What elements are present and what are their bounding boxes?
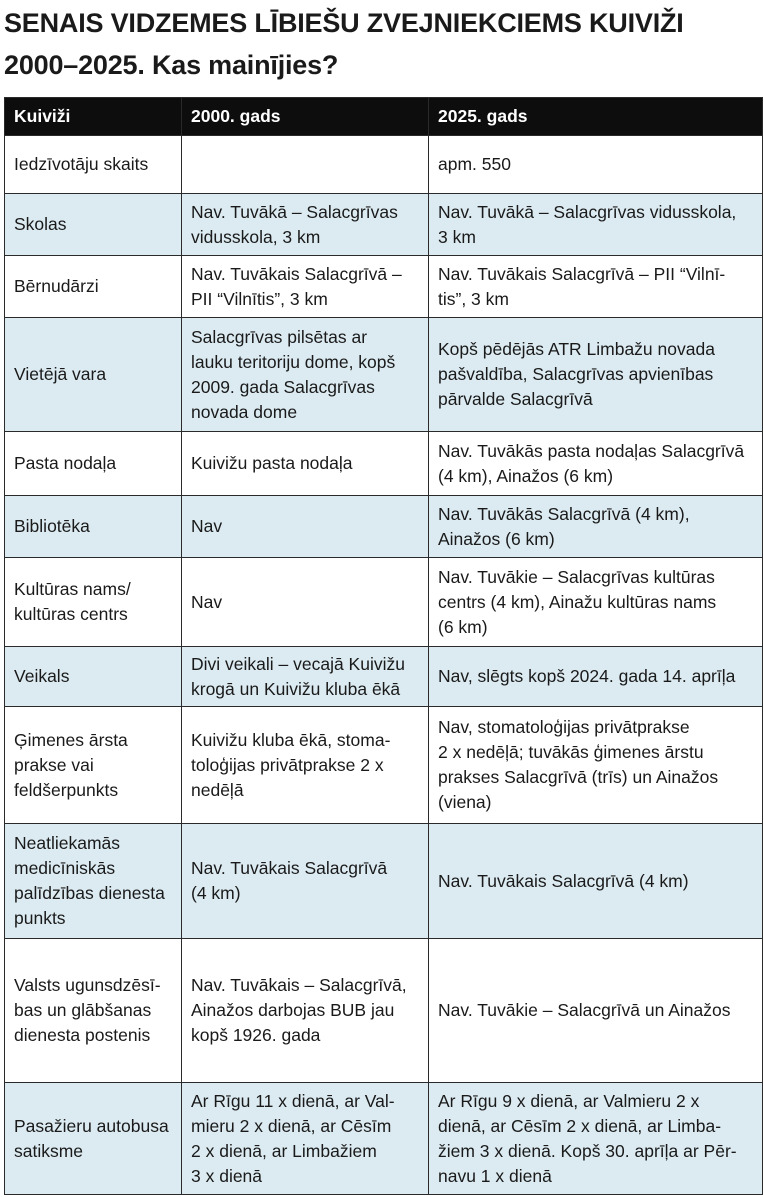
cell-2000: Nav. Tuvākais Salacgrīvā – PII “Vilnītis”, 3 km (182, 256, 429, 318)
comparison-table (4, 97, 763, 1195)
cell-2000: Nav (182, 558, 429, 647)
row-label: Bibliotēka (5, 496, 182, 558)
row-label: Bērnudārzi (5, 256, 182, 318)
table-row (5, 136, 763, 194)
row-label: Pasažieru autobusa satiksme (5, 1083, 182, 1195)
title-line-2: 2000–2025. Kas mainījies? (4, 50, 339, 80)
cell-2000: Ar Rīgu 11 x dienā, ar Val- mieru 2 x dienā, ar Cēsīm 2 x dienā, ar Limbažiem 3 x dienā (182, 1083, 429, 1195)
table-row (5, 256, 763, 318)
row-label: Pasta nodaļa (5, 432, 182, 496)
cell-2025: Nav. Tuvākie – Salacgrīvā un Ainažos (429, 939, 763, 1083)
table-row (5, 318, 763, 432)
table-row (5, 647, 763, 707)
header-2000: 2000. gads (182, 98, 429, 136)
cell-2000: Nav. Tuvākais Salacgrīvā (4 km) (182, 824, 429, 939)
row-label: Neatliekamās medicīniskās palīdzības dienesta punkts (5, 824, 182, 939)
cell-2000: Nav. Tuvākā – Salacgrīvas vidusskola, 3 km (182, 194, 429, 256)
row-label: Valsts ugunsdzēsī- bas un glābšanas dienesta postenis (5, 939, 182, 1083)
cell-2025: Nav. Tuvākais Salacgrīvā (4 km) (429, 824, 763, 939)
cell-2000: Kuivižu pasta nodaļa (182, 432, 429, 496)
article-title (4, 2, 764, 86)
cell-2025: Nav. Tuvākā – Salacgrīvas vidusskola, 3 km (429, 194, 763, 256)
cell-2025: Nav. Tuvākie – Salacgrīvas kultūras centrs (4 km), Ainažu kultūras nams (6 km) (429, 558, 763, 647)
table-row (5, 432, 763, 496)
table-row (5, 939, 763, 1083)
table-row (5, 558, 763, 647)
table-row (5, 707, 763, 824)
cell-2025: Nav. Tuvākās Salacgrīvā (4 km), Ainažos (6 km) (429, 496, 763, 558)
row-label: Iedzīvotāju skaits (5, 136, 182, 194)
cell-2025: Ar Rīgu 9 x dienā, ar Valmieru 2 x dienā, ar Cēsīm 2 x dienā, ar Limba- žiem 3 x dienā. Kopš 30. aprīļa ar Pēr- navu 1 x dienā (429, 1083, 763, 1195)
table-row (5, 194, 763, 256)
cell-2025: Kopš pēdējās ATR Limbažu novada pašvaldība, Salacgrīvas apvienības pārvalde Salacgrīvā (429, 318, 763, 432)
cell-2025: Nav, stomatoloģijas privātprakse 2 x nedēļā; tuvākās ģimenes ārstu prakses Salacgrīvā (trīs) un Ainažos (viena) (429, 707, 763, 824)
table-row (5, 824, 763, 939)
table-row (5, 496, 763, 558)
cell-2025: Nav, slēgts kopš 2024. gada 14. aprīļa (429, 647, 763, 707)
cell-2000: Nav. Tuvākais – Salacgrīvā, Ainažos darbojas BUB jau kopš 1926. gada (182, 939, 429, 1083)
header-2025: 2025. gads (429, 98, 763, 136)
cell-2000: Kuivižu kluba ēkā, stoma- toloģijas privātprakse 2 x nedēļā (182, 707, 429, 824)
row-label: Kultūras nams/ kultūras centrs (5, 558, 182, 647)
table-header-row (5, 98, 763, 136)
row-label: Vietējā vara (5, 318, 182, 432)
row-label: Skolas (5, 194, 182, 256)
cell-2025: Nav. Tuvākās pasta nodaļas Salacgrīvā (4 km), Ainažos (6 km) (429, 432, 763, 496)
row-label: Ģimenes ārsta prakse vai feldšerpunkts (5, 707, 182, 824)
title-line-1: SENAIS VIDZEMES LĪBIEŠU ZVEJNIEKCIEMS KUIVIŽI (4, 8, 684, 38)
cell-2025: Nav. Tuvākais Salacgrīvā – PII “Vilnī- tis”, 3 km (429, 256, 763, 318)
header-kuivizi: Kuiviži (5, 98, 182, 136)
row-label: Veikals (5, 647, 182, 707)
cell-2025: apm. 550 (429, 136, 763, 194)
cell-2000 (182, 136, 429, 194)
cell-2000: Divi veikali – vecajā Kuivižu krogā un Kuivižu kluba ēkā (182, 647, 429, 707)
cell-2000: Nav (182, 496, 429, 558)
cell-2000: Salacgrīvas pilsētas ar lauku teritoriju dome, kopš 2009. gada Salacgrīvas novada dome (182, 318, 429, 432)
table-row (5, 1083, 763, 1195)
